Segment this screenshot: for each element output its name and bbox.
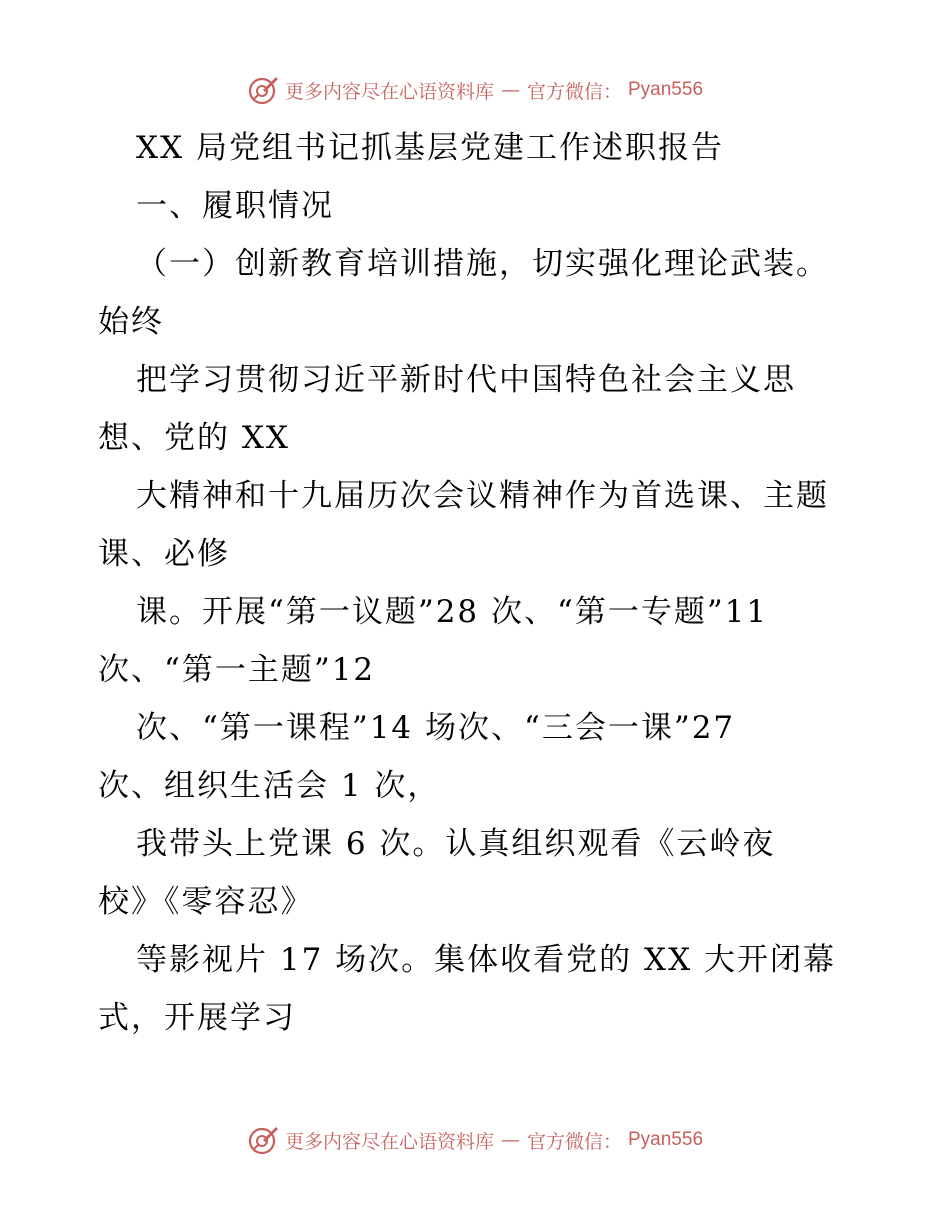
header-banner-wechat-label: 官方微信： <box>526 80 622 103</box>
footer-banner-dash: — <box>500 1129 520 1151</box>
text-line: 次、“第一主题”12 <box>98 652 376 688</box>
header-banner-dash: — <box>500 79 520 101</box>
text-line: 把学习贯彻习近平新时代中国特色社会主义思 <box>136 362 796 398</box>
header-banner-wechat-id: Pyan556 <box>628 79 704 100</box>
text-line: 课。开展“第一议题”28 次、“第一专题”11 <box>136 594 769 630</box>
text-line: 次、“第一课程”14 场次、“三会一课”27 <box>136 710 736 746</box>
text-line: 等影视片 17 场次。集体收看党的 XX 大开闭幕 <box>136 942 836 978</box>
text-line: 想、党的 XX <box>98 420 290 456</box>
document-title: XX 局党组书记抓基层党建工作述职报告 <box>136 130 724 166</box>
text-line: 课、必修 <box>98 536 230 572</box>
footer-banner-content <box>247 1124 703 1156</box>
text-line: 校》《零容忍》 <box>98 884 314 920</box>
text-line: 大精神和十九届历次会议精神作为首选课、主题 <box>136 478 829 514</box>
pen-logo-icon <box>247 1124 279 1156</box>
footer-banner <box>0 1120 950 1160</box>
footer-banner-title: 更多内容尽在心语资料库 <box>284 1130 494 1153</box>
section-heading: 一、履职情况 <box>136 188 334 224</box>
text-line: 次、组织生活会 1 次， <box>98 768 441 804</box>
header-banner-title: 更多内容尽在心语资料库 <box>284 80 494 103</box>
text-line: 我带头上党课 6 次。认真组织观看《云岭夜 <box>136 826 776 862</box>
text-line: 式，开展学习 <box>98 1000 296 1036</box>
subsection-heading: （一）创新教育培训措施，切实强化理论武装。 <box>136 246 829 282</box>
footer-banner-wechat-label: 官方微信： <box>526 1130 622 1153</box>
text-line: 始终 <box>98 304 164 340</box>
footer-banner-wechat-id: Pyan556 <box>628 1129 704 1150</box>
